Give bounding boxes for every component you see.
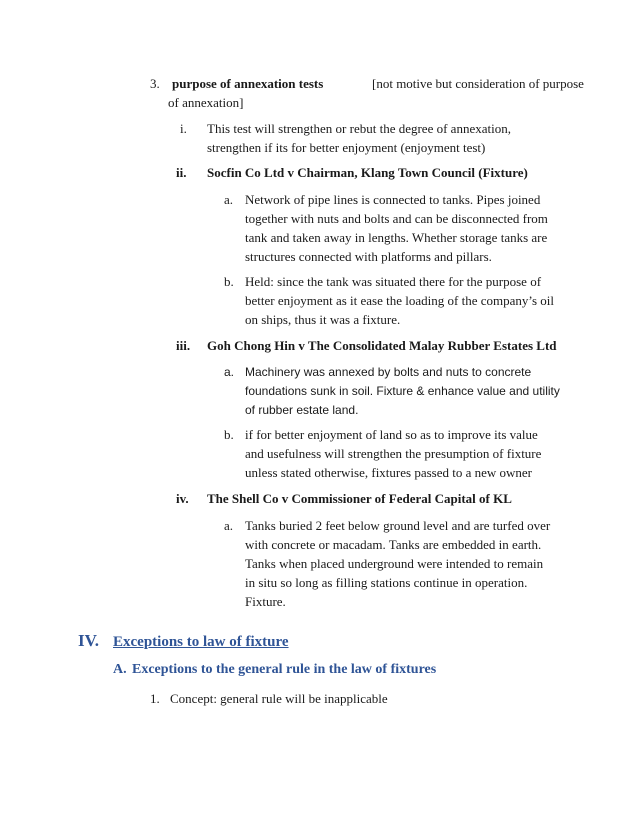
section-title: Exceptions to the general rule in the law of fixtures — [132, 662, 437, 677]
case-title: The Shell Co v Commissioner of Federal Capital of KL — [207, 491, 512, 506]
section-label: A. — [113, 662, 127, 677]
roman-numeral: i. — [180, 121, 187, 136]
section-numeral: IV. — [78, 631, 99, 650]
point-text: and usefulness will strengthen the presumption of fixture — [245, 446, 542, 461]
point-text: structures connected with platforms and pillars. — [245, 249, 492, 264]
case-title: Goh Chong Hin v The Consolidated Malay Rubber Estates Ltd — [207, 338, 557, 353]
point-text: Fixture. — [245, 594, 286, 609]
roman-numeral: ii. — [176, 165, 187, 180]
case-title: Socfin Co Ltd v Chairman, Klang Town Council (Fixture) — [207, 165, 528, 180]
item-note-cont: of annexation] — [168, 95, 244, 110]
point-label: a. — [224, 518, 234, 533]
point-label: b. — [224, 274, 234, 289]
point-text: better enjoyment as it ease the loading of the company’s oil — [245, 293, 555, 308]
point-text: foundations sunk in soil. Fixture & enhance value and utility — [245, 384, 560, 398]
roman-numeral: iv. — [176, 491, 189, 506]
point-text: Network of pipe lines is connected to tanks. Pipes joined — [245, 192, 541, 207]
point-text: Held: since the tank was situated there for the purpose of — [245, 274, 542, 289]
roman-numeral: iii. — [176, 338, 191, 353]
point-text: if for better enjoyment of land so as to improve its value — [245, 427, 538, 442]
item-title: purpose of annexation tests — [172, 76, 324, 91]
point-text: of rubber estate land. — [245, 403, 359, 417]
point-text: Tanks buried 2 feet below ground level and are turfed over — [245, 518, 551, 533]
point-text: unless stated otherwise, fixtures passed to a new owner — [245, 465, 533, 480]
point-text: tank and taken away in lengths. Whether storage tanks are — [245, 230, 548, 245]
point-label: a. — [224, 365, 235, 379]
point-text: on ships, thus it was a fixture. — [245, 312, 401, 327]
point-text: together with nuts and bolts and can be disconnected from — [245, 211, 548, 226]
item-number: 3. — [150, 76, 160, 91]
sub-item-text: strengthen if its for better enjoyment (enjoyment test) — [207, 140, 486, 155]
point-label: b. — [224, 427, 234, 442]
point-text: Tanks when placed underground were intended to remain — [245, 556, 544, 571]
item-number: 1. — [150, 691, 160, 706]
point-text: Machinery was annexed by bolts and nuts to concrete — [245, 365, 532, 379]
item-text: Concept: general rule will be inapplicable — [170, 691, 388, 706]
point-text: in situ so long as filling stations continue in operation. — [245, 575, 528, 590]
point-label: a. — [224, 192, 234, 207]
section-title: Exceptions to law of fixture — [113, 634, 289, 650]
point-text: with concrete or macadam. Tanks are embedded in earth. — [245, 537, 542, 552]
item-note: [not motive but consideration of purpose — [372, 76, 584, 91]
sub-item-text: This test will strengthen or rebut the degree of annexation, — [207, 121, 511, 136]
